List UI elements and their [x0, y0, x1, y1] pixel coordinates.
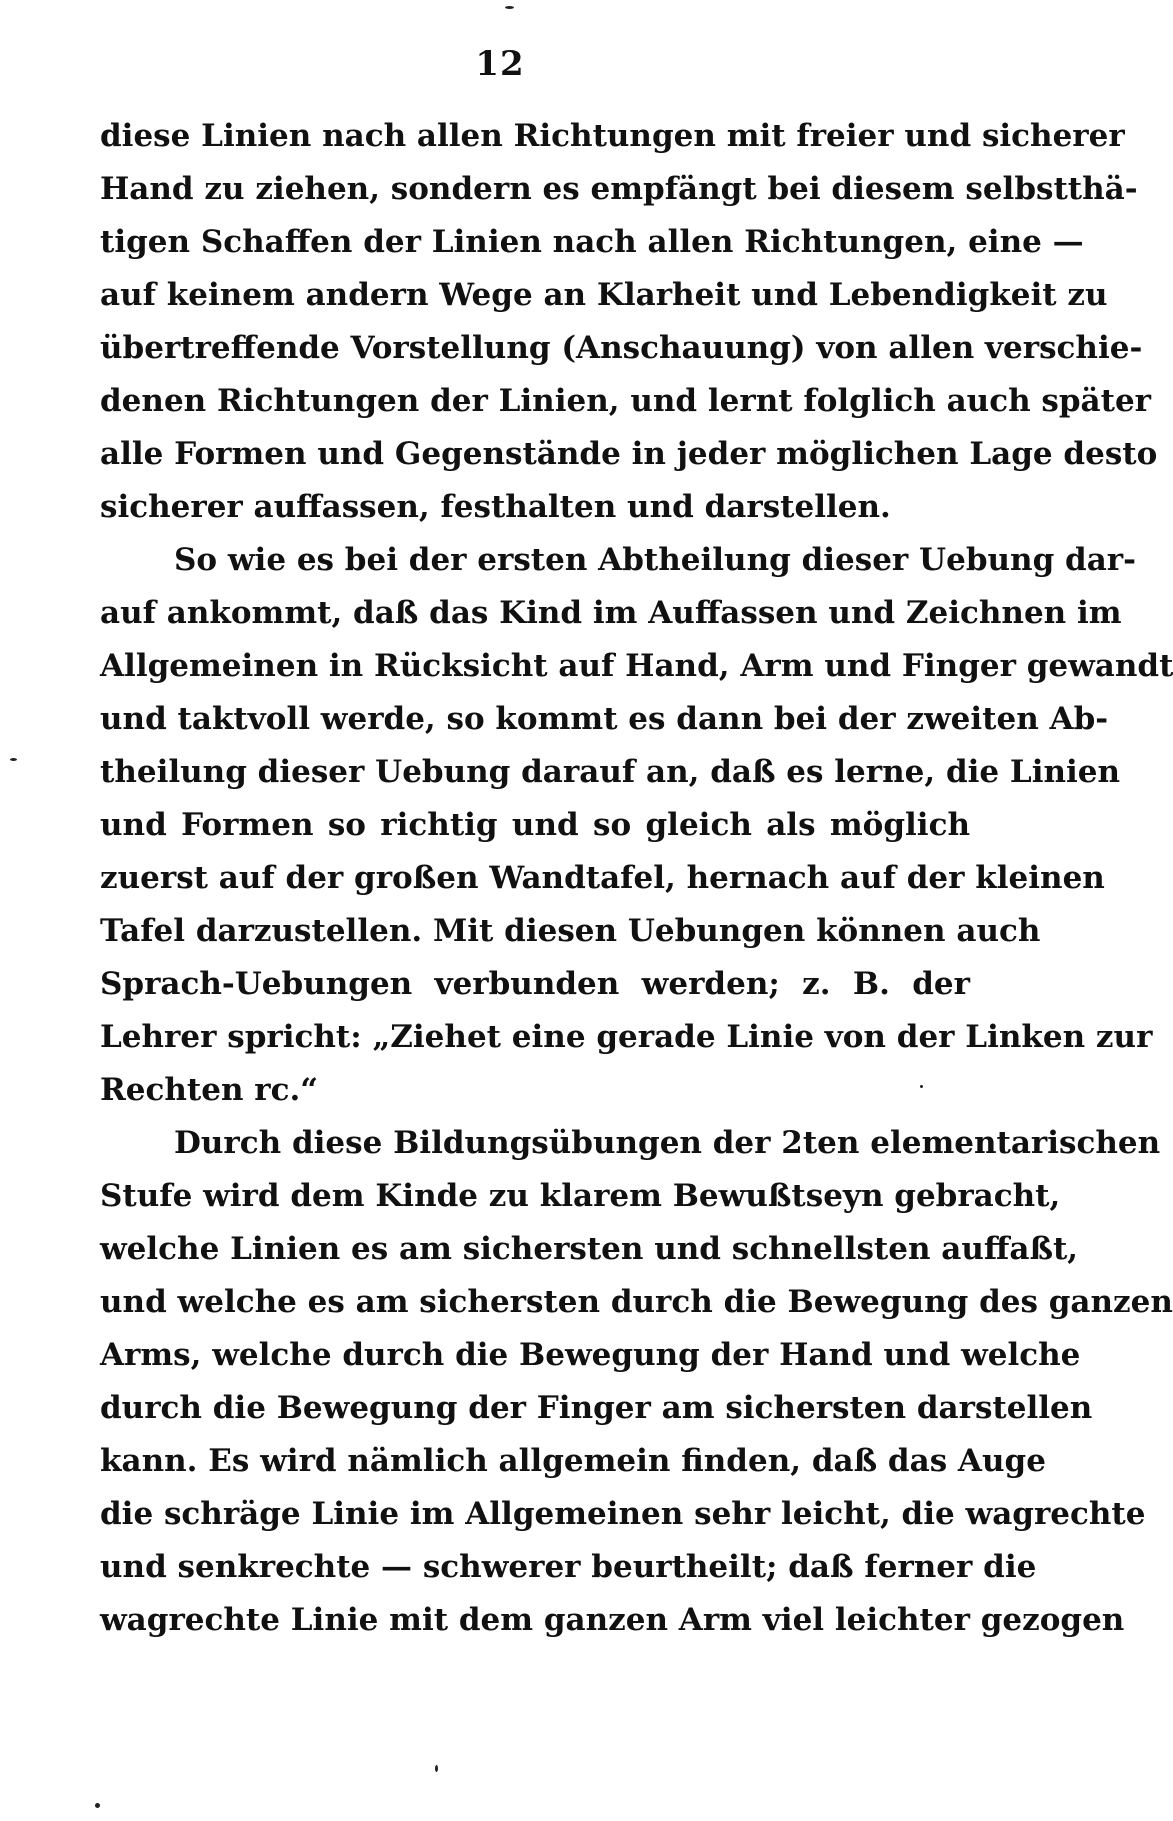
text-line: zuerst auf der großen Wandtafel, hernach auf der kleinen [100, 860, 1105, 896]
text-line: theilung dieser Uebung darauf an, daß es lerne, die Linien [100, 754, 1121, 790]
scan-speck [95, 1803, 100, 1808]
text-line: und taktvoll werde, so kommt es dann bei der zweiten Ab- [100, 701, 1109, 737]
text-line: und welche es am sichersten durch die Bewegung des ganzen [100, 1284, 1173, 1320]
text-line: übertreffende Vorstellung (Anschauung) von allen verschie- [100, 330, 1143, 366]
text-line: welche Linien es am sichersten und schnellsten auffaßt, [100, 1231, 1079, 1267]
text-line: alle Formen und Gegenstände in jeder möglichen Lage desto [100, 436, 1158, 472]
text-line: und Formen so richtig und so gleich als möglich [100, 807, 970, 843]
text-line: kann. Es wird nämlich allgemein finden, daß das Auge [100, 1443, 1046, 1479]
text-line: denen Richtungen der Linien, und lernt folglich auch später [100, 383, 1152, 419]
text-line: Tafel darzustellen. Mit diesen Uebungen können auch [100, 913, 1041, 949]
text-line: sicherer auffassen, festhalten und darstellen. [100, 489, 891, 525]
text-line: durch die Bewegung der Finger am sichersten darstellen [100, 1390, 1093, 1426]
text-line: Allgemeinen in Rücksicht auf Hand, Arm und Finger gewandt [100, 648, 1173, 684]
text-line: auf ankommt, daß das Kind im Auffassen und Zeichnen im [100, 595, 1122, 631]
text-line: und senkrechte — schwerer beurtheilt; daß ferner die [100, 1549, 1037, 1585]
scan-speck [435, 1765, 438, 1772]
page-number: 12 [475, 44, 525, 84]
text-line: Sprach-Uebungen verbunden werden; z. B. der [100, 966, 970, 1002]
scan-speck [505, 6, 514, 9]
text-line: Rechten rc.“ [100, 1072, 319, 1108]
text-line: die schräge Linie im Allgemeinen sehr leicht, die wagrechte [100, 1496, 1146, 1532]
body-text [100, 110, 1173, 1647]
text-line: So wie es bei der ersten Abtheilung dieser Uebung dar- [174, 542, 1136, 578]
text-line: Stufe wird dem Kinde zu klarem Bewußtseyn gebracht, [100, 1178, 1061, 1214]
scan-speck [10, 758, 17, 761]
text-line: tigen Schaffen der Linien nach allen Richtungen, eine — [100, 224, 1084, 260]
text-line: wagrechte Linie mit dem ganzen Arm viel leichter gezogen [100, 1602, 1125, 1638]
text-line: Arms, welche durch die Bewegung der Hand und welche [100, 1337, 1081, 1373]
text-line: Hand zu ziehen, sondern es empfängt bei diesem selbstthä- [100, 171, 1138, 207]
scan-speck [920, 1085, 923, 1088]
text-line: auf keinem andern Wege an Klarheit und Lebendigkeit zu [100, 277, 1108, 313]
text-line: Durch diese Bildungsübungen der 2ten elementarischen [174, 1125, 1161, 1161]
text-line: diese Linien nach allen Richtungen mit freier und sicherer [100, 118, 1125, 154]
text-line: Lehrer spricht: „Ziehet eine gerade Linie von der Linken zur [100, 1019, 1153, 1055]
